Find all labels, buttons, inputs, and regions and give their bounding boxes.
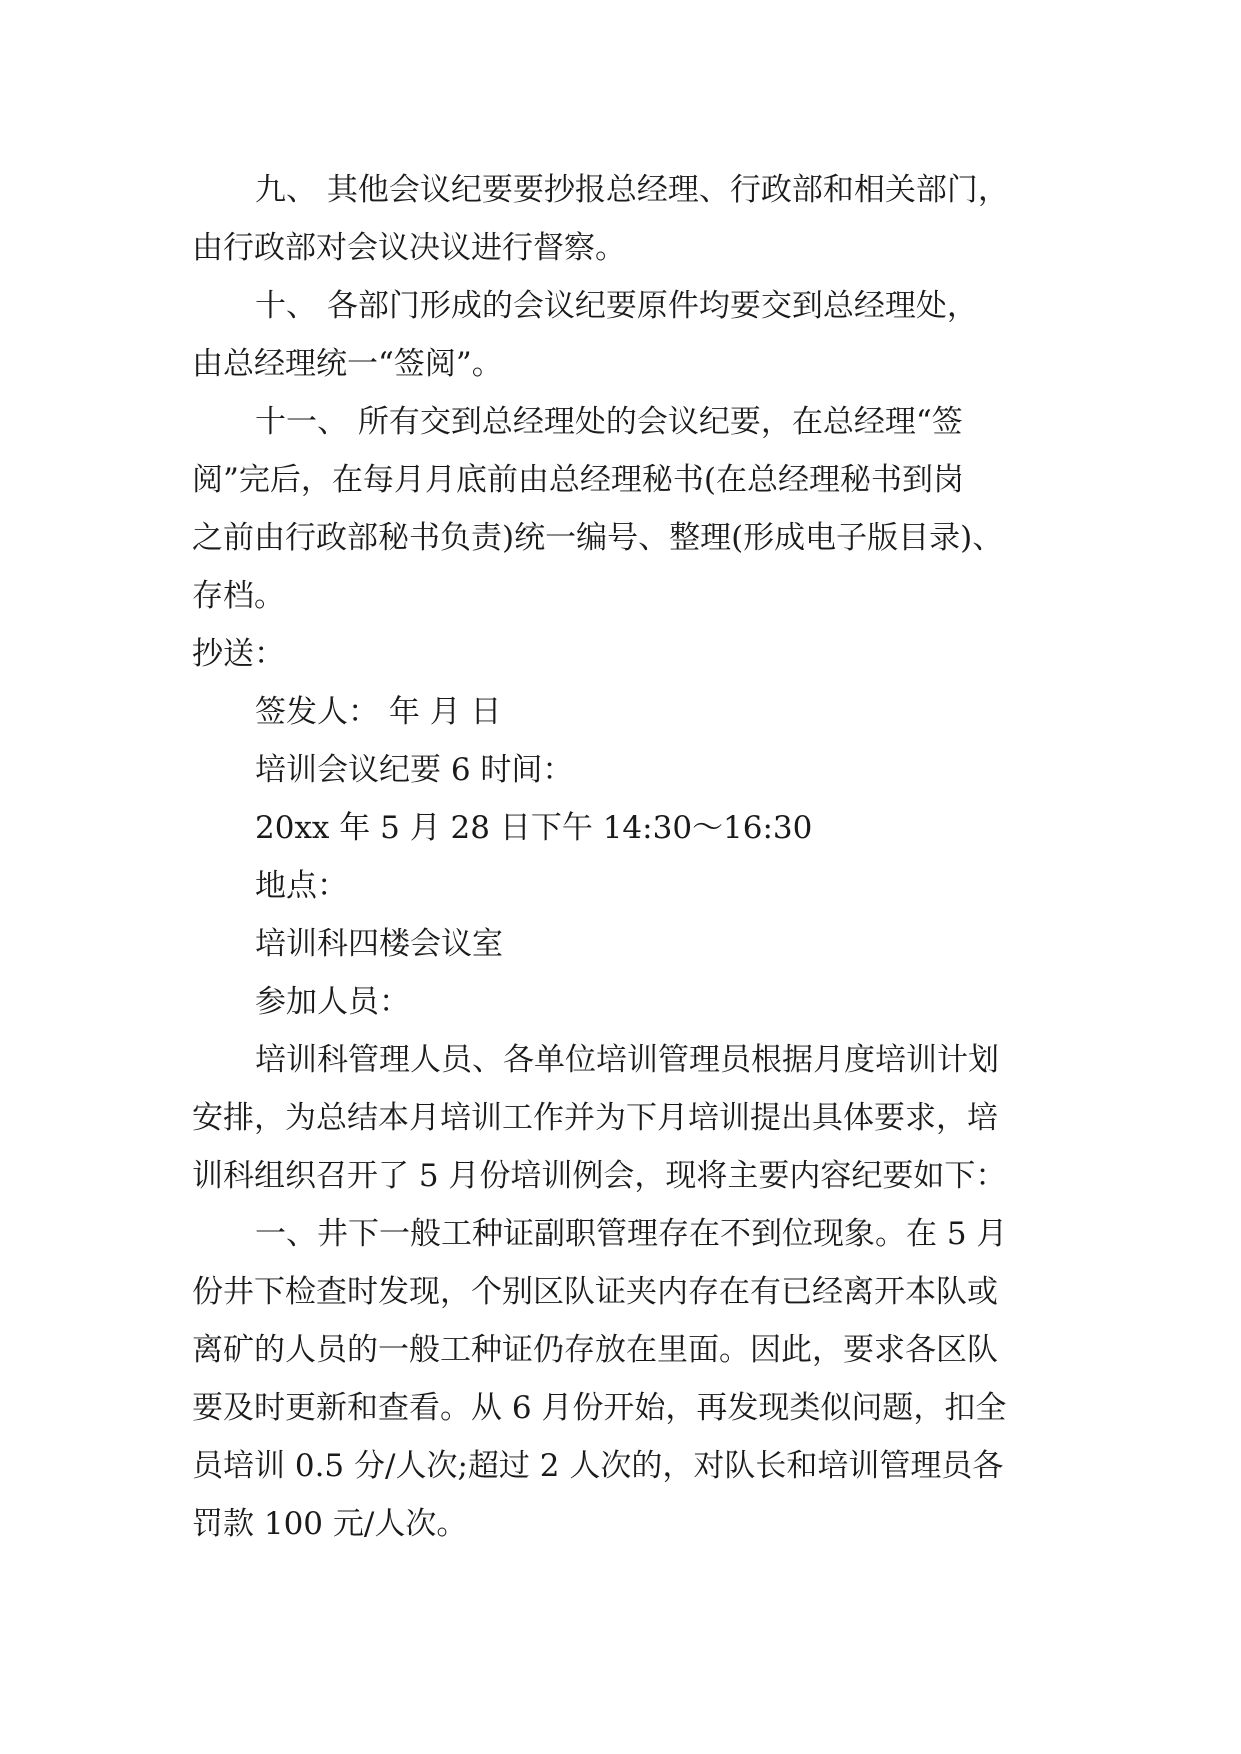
- paragraph-10-line-1: 十、 各部门形成的会议纪要原件均要交到总经理处，: [255, 288, 978, 324]
- intro-line-3: 训科组织召开了 5 月份培训例会，现将主要内容纪要如下：: [192, 1158, 1007, 1194]
- location-value: 培训科四楼会议室: [255, 926, 503, 962]
- item-1-line-2: 份井下检查时发现，个别区队证夹内存在有已经离开本队或: [192, 1274, 998, 1310]
- attendees-label: 参加人员：: [255, 984, 410, 1020]
- item-1-line-1: 一、井下一般工种证副职管理存在不到位现象。在 5 月: [255, 1216, 1008, 1252]
- issuer-date-line: 签发人： 年 月 日: [255, 694, 502, 730]
- item-1-line-4: 要及时更新和查看。从 6 月份开始，再发现类似问题，扣全: [192, 1390, 1007, 1426]
- meeting-time-value: 20xx 年 5 月 28 日下午 14:30～16:30: [255, 810, 813, 846]
- item-1-line-6: 罚款 100 元/人次。: [192, 1506, 468, 1542]
- cc-label: 抄送：: [192, 636, 285, 672]
- item-1-line-5: 员培训 0.5 分/人次;超过 2 人次的，对队长和培训管理员各: [192, 1448, 1004, 1484]
- paragraph-9-line-2: 由行政部对会议决议进行督察。: [192, 230, 626, 266]
- minutes-title-time-label: 培训会议纪要 6 时间：: [255, 752, 574, 788]
- intro-line-2: 安排，为总结本月培训工作并为下月培训提出具体要求，培: [192, 1100, 998, 1136]
- paragraph-11-line-1: 十一、 所有交到总经理处的会议纪要，在总经理“签: [255, 404, 963, 440]
- paragraph-11-line-3: 之前由行政部秘书负责)统一编号、整理(形成电子版目录)、: [192, 520, 1004, 556]
- paragraph-11-line-4: 存档。: [192, 578, 285, 614]
- item-1-line-3: 离矿的人员的一般工种证仍存放在里面。因此，要求各区队: [192, 1332, 998, 1368]
- intro-line-1: 培训科管理人员、各单位培训管理员根据月度培训计划: [255, 1042, 999, 1078]
- paragraph-11-line-2: 阅”完后，在每月月底前由总经理秘书(在总经理秘书到岗: [192, 462, 964, 498]
- paragraph-9-line-1: 九、 其他会议纪要要抄报总经理、行政部和相关部门，: [255, 172, 1009, 208]
- paragraph-10-line-2: 由总经理统一“签阅”。: [192, 346, 503, 382]
- location-label: 地点：: [255, 868, 348, 904]
